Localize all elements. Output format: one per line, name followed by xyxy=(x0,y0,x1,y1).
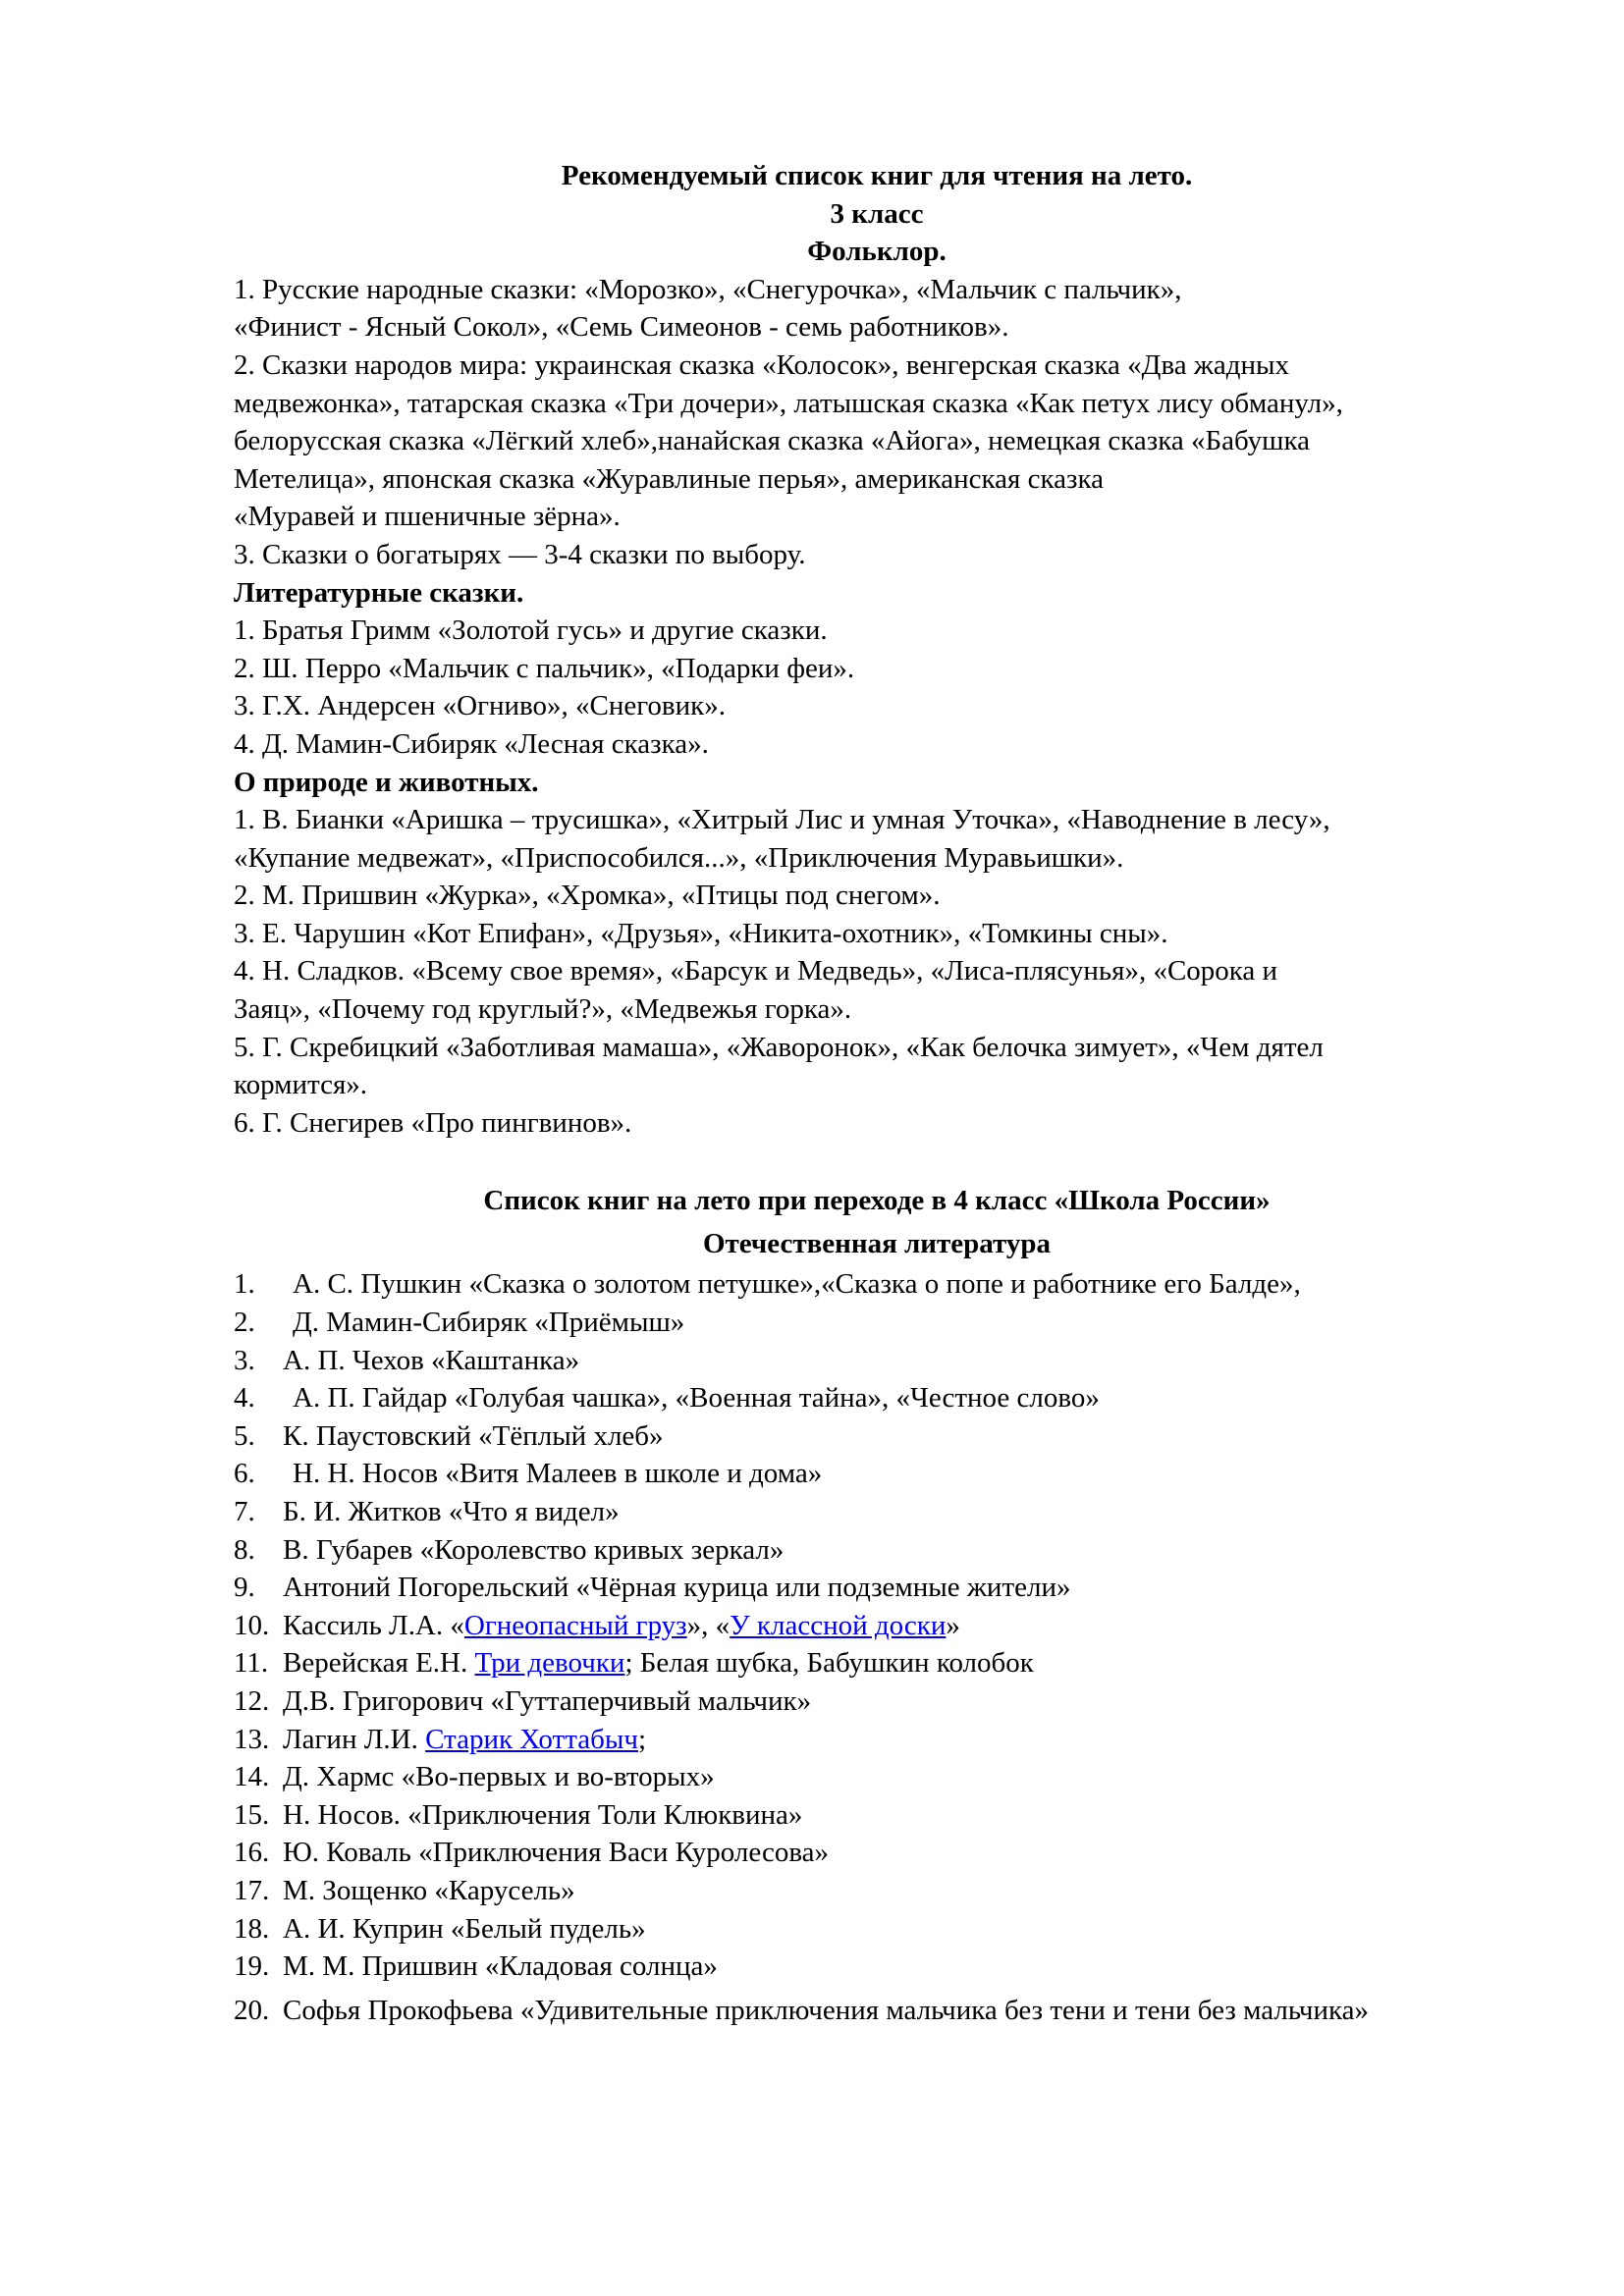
book-link-tri-devochki[interactable]: Три девочки xyxy=(474,1647,625,1680)
list-item-text: А. П. Гайдар «Голубая чашка», «Военная тайна», «Честное слово» xyxy=(293,1382,1100,1415)
list-item xyxy=(234,1872,1520,1910)
book-link-u-klassnoy-doski[interactable]: У классной доски xyxy=(730,1609,947,1641)
list-item xyxy=(234,1948,1520,1986)
list-item-text: Д. Мамин-Сибиряк «Приёмыш» xyxy=(293,1307,685,1339)
list-item-text: М. М. Пришвин «Кладовая солнца» xyxy=(283,1950,718,1983)
reading-list-title: Список книг на лето при переходе в 4 класс «Школа России» xyxy=(483,1185,1271,1217)
nature-heading: О природе и животных. xyxy=(234,766,539,798)
book-link-ogneopasny-gruz[interactable]: Огнеопасный груз xyxy=(463,1609,687,1641)
folklore-section xyxy=(234,271,1520,574)
nature-line: 3. Е. Чарушин «Кот Епифан», «Друзья», «Никита-охотник», «Томкины сны». xyxy=(234,917,1168,949)
list-item-text: Н. Носов. «Приключения Толи Клюквина» xyxy=(283,1798,803,1831)
list-item xyxy=(234,1721,1520,1759)
folklore-line: Метелица», японская сказка «Журавлиные перья», американская сказка xyxy=(234,462,1105,495)
list-item-text: Ю. Коваль «Приключения Васи Куролесова» xyxy=(283,1837,830,1869)
list-item-number: 17. xyxy=(234,1874,270,1906)
list-item-prefix: Верейская Е.Н. xyxy=(283,1647,475,1680)
list-item-number: 15. xyxy=(234,1798,270,1831)
folklore-line: 3. Сказки о богатырях — 3-4 сказки по выбору. xyxy=(234,538,806,570)
list-item xyxy=(234,1417,1520,1456)
book-link-starik-hottabych[interactable]: Старик Хоттабыч xyxy=(425,1723,638,1755)
list-item-number: 19. xyxy=(234,1950,270,1983)
folklore-heading: Фольклор. xyxy=(807,236,947,268)
list-item-text: А. П. Чехов «Каштанка» xyxy=(283,1344,580,1376)
list-item-number: 4. xyxy=(234,1382,255,1415)
list-item-text: В. Губарев «Королевство кривых зеркал» xyxy=(283,1533,785,1566)
nature-line: кормится». xyxy=(234,1069,368,1101)
list-item-number: 20. xyxy=(234,1994,270,2026)
list-item xyxy=(234,1992,1520,2030)
reading-list-subtitle: Отечественная литература xyxy=(702,1228,1051,1260)
nature-section xyxy=(234,801,1520,1142)
list-item-number: 6. xyxy=(234,1458,255,1490)
list-item xyxy=(234,1796,1520,1835)
literary-heading: Литературные сказки. xyxy=(234,576,524,609)
folklore-line: «Финист - Ясный Сокол», «Семь Симеонов - семь работников». xyxy=(234,311,1009,344)
list-item-text xyxy=(283,1721,1520,1759)
list-item-suffix: ; xyxy=(637,1723,647,1755)
grade-label: 3 класс xyxy=(830,197,924,230)
list-item xyxy=(234,1265,1520,1304)
list-item-number: 12. xyxy=(234,1684,270,1717)
list-item-separator: », « xyxy=(686,1609,731,1641)
list-item-text: Н. Н. Носов «Витя Малеев в школе и дома» xyxy=(293,1458,823,1490)
folklore-line: «Муравей и пшеничные зёрна». xyxy=(234,501,621,533)
list-item-number: 1. xyxy=(234,1268,255,1301)
list-item-number: 11. xyxy=(234,1647,269,1680)
list-item xyxy=(234,1644,1520,1682)
list-item-number: 2. xyxy=(234,1307,255,1339)
list-item-number: 13. xyxy=(234,1723,270,1755)
list-item xyxy=(234,1607,1520,1645)
literary-line: 1. Братья Гримм «Золотой гусь» и другие сказки. xyxy=(234,614,828,647)
nature-line: 4. Н. Сладков. «Всему свое время», «Барсук и Медведь», «Лиса-плясунья», «Сорока и xyxy=(234,955,1278,988)
document-title: Рекомендуемый список книг для чтения на лето. xyxy=(561,160,1193,191)
list-item-prefix: Лагин Л.И. xyxy=(283,1723,426,1755)
folklore-line: 1. Русские народные сказки: «Морозко», «Снегурочка», «Мальчик с пальчик», xyxy=(234,273,1182,305)
literary-line: 4. Д. Мамин-Сибиряк «Лесная сказка». xyxy=(234,727,709,760)
list-item xyxy=(234,1304,1520,1342)
list-item xyxy=(234,1531,1520,1570)
list-item xyxy=(234,1379,1520,1417)
list-item-number: 8. xyxy=(234,1533,255,1566)
list-item xyxy=(234,1834,1520,1872)
list-item-text: А. С. Пушкин «Сказка о золотом петушке»,«Сказка о попе и работнике его Балде», xyxy=(293,1268,1301,1301)
list-item-text: Д. Хармс «Во-первых и во-вторых» xyxy=(283,1761,715,1793)
folklore-line: белорусская сказка «Лёгкий хлеб»,нанайская сказка «Айога», немецкая сказка «Бабушка xyxy=(234,425,1310,457)
list-item-text: Софья Прокофьева «Удивительные приключения мальчика без тени и тени без мальчика» xyxy=(283,1994,1369,2026)
list-item-suffix: » xyxy=(946,1609,960,1641)
list-item xyxy=(234,1342,1520,1380)
list-item-text: Б. И. Житков «Что я видел» xyxy=(283,1496,620,1527)
list-item-number: 18. xyxy=(234,1912,270,1945)
list-item-text xyxy=(283,1644,1520,1682)
nature-line: 6. Г. Снегирев «Про пингвинов». xyxy=(234,1106,632,1139)
section-spacer xyxy=(234,1142,1520,1179)
list-item-text: М. Зощенко «Карусель» xyxy=(283,1874,575,1906)
list-item-number: 7. xyxy=(234,1496,255,1527)
nature-line: 1. В. Бианки «Аришка – трусишка», «Хитрый Лис и умная Уточка», «Наводнение в лесу», xyxy=(234,804,1330,836)
nature-line: «Купание медвежат», «Приспособился...», «Приключения Муравьишки». xyxy=(234,841,1124,874)
list-item-text: А. И. Куприн «Белый пудель» xyxy=(283,1912,646,1945)
nature-line: 5. Г. Скребицкий «Заботливая мамаша», «Жаворонок», «Как белочка зимует», «Чем дятел xyxy=(234,1031,1324,1063)
list-item-text: Д.В. Григорович «Гуттаперчивый мальчик» xyxy=(283,1684,812,1717)
list-item-suffix: ; Белая шубка, Бабушкин колобок xyxy=(624,1647,1034,1680)
reading-list xyxy=(234,1265,1520,2029)
literary-line: 2. Ш. Перро «Мальчик с пальчик», «Подарки феи». xyxy=(234,652,855,684)
list-item-text: Антоний Погорельский «Чёрная курица или подземные жители» xyxy=(283,1572,1071,1604)
list-item-text xyxy=(283,1607,1520,1645)
list-item-number: 3. xyxy=(234,1344,255,1376)
list-item-number: 5. xyxy=(234,1419,255,1452)
list-item-number: 10. xyxy=(234,1609,270,1641)
nature-line: 2. М. Пришвин «Журка», «Хромка», «Птицы под снегом». xyxy=(234,880,941,912)
list-item-number: 9. xyxy=(234,1572,255,1604)
list-item-prefix: Кассиль Л.А. « xyxy=(283,1609,464,1641)
list-item-number: 14. xyxy=(234,1761,270,1793)
list-item xyxy=(234,1682,1520,1721)
folklore-line: медвежонка», татарская сказка «Три дочери», латышская сказка «Как петух лису обманул», xyxy=(234,387,1343,419)
list-item xyxy=(234,1910,1520,1949)
list-item xyxy=(234,1493,1520,1531)
literary-section xyxy=(234,612,1520,763)
folklore-line: 2. Сказки народов мира: украинская сказка «Колосок», венгерская сказка «Два жадных xyxy=(234,348,1290,381)
list-item xyxy=(234,1455,1520,1493)
nature-line: Заяц», «Почему год круглый?», «Медвежья горка». xyxy=(234,993,852,1026)
list-item-number: 16. xyxy=(234,1837,270,1869)
list-item xyxy=(234,1758,1520,1796)
document-page xyxy=(234,157,1520,2029)
list-item-text: К. Паустовский «Тёплый хлеб» xyxy=(283,1419,664,1452)
literary-line: 3. Г.Х. Андерсен «Огниво», «Снеговик». xyxy=(234,690,726,722)
list-item xyxy=(234,1569,1520,1607)
